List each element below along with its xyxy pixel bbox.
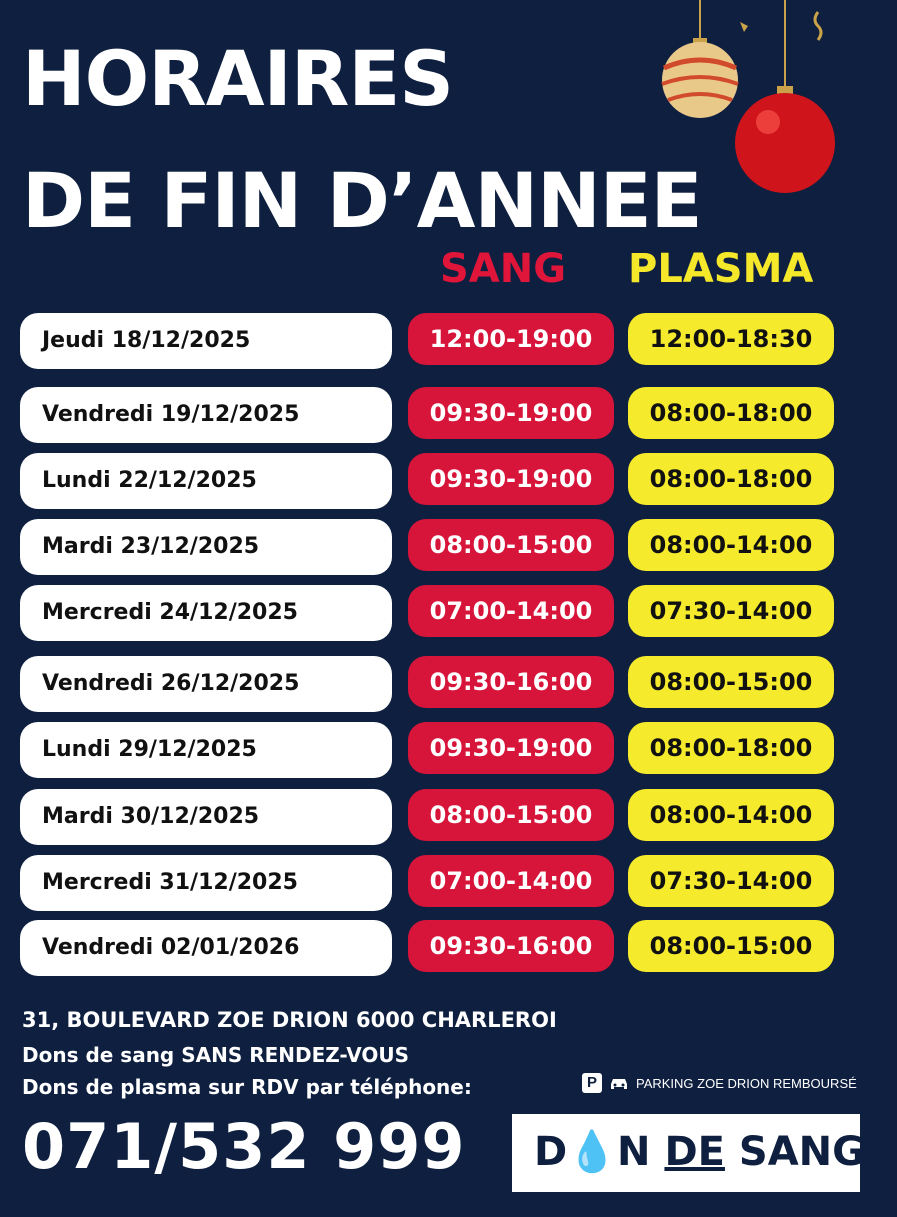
schedule-row xyxy=(0,453,860,509)
schedule-day: Vendredi 26/12/2025 xyxy=(20,656,392,712)
plasma-donation-info: Dons de plasma sur RDV par téléphone: xyxy=(22,1075,472,1099)
schedule-row xyxy=(0,789,860,845)
schedule-row xyxy=(0,313,860,369)
plasma-hours: 08:00-15:00 xyxy=(628,920,834,972)
logo-part-4: SANG xyxy=(738,1129,865,1175)
dondesang-logo[interactable] xyxy=(512,1114,897,1192)
schedule-day: Vendredi 02/01/2026 xyxy=(20,920,392,976)
schedule-day: Mardi 30/12/2025 xyxy=(20,789,392,845)
parking-notice xyxy=(582,1073,857,1093)
column-header-sang: SANG xyxy=(440,246,567,292)
parking-text: PARKING ZOE DRION REMBOURSÉ xyxy=(636,1075,857,1091)
plasma-hours: 08:00-18:00 xyxy=(628,453,834,505)
title-line-2: DE FIN D’ANNEE xyxy=(22,156,702,245)
logo-wordmark xyxy=(534,1128,897,1175)
blood-drop-icon: 💧 xyxy=(567,1129,618,1175)
sang-hours: 09:30-19:00 xyxy=(408,722,614,774)
plasma-hours: 08:00-14:00 xyxy=(628,789,834,841)
sang-hours: 08:00-15:00 xyxy=(408,789,614,841)
sang-hours: 09:30-16:00 xyxy=(408,656,614,708)
plasma-hours: 08:00-18:00 xyxy=(628,722,834,774)
blood-donation-info: Dons de sang SANS RENDEZ-VOUS xyxy=(22,1043,410,1067)
page-title xyxy=(22,18,702,262)
sang-hours: 07:00-14:00 xyxy=(408,585,614,637)
phone-number[interactable]: 071/532 999 xyxy=(22,1110,466,1183)
sang-hours: 09:30-19:00 xyxy=(408,453,614,505)
schedule-row xyxy=(0,920,860,976)
schedule-day: Vendredi 19/12/2025 xyxy=(20,387,392,443)
sang-hours: 12:00-19:00 xyxy=(408,313,614,365)
car-icon xyxy=(608,1075,630,1091)
schedule-day: Mercredi 31/12/2025 xyxy=(20,855,392,911)
schedule-row xyxy=(0,722,860,778)
plasma-hours: 12:00-18:30 xyxy=(628,313,834,365)
sang-hours: 07:00-14:00 xyxy=(408,855,614,907)
schedule-row xyxy=(0,656,860,712)
schedule-day: Mercredi 24/12/2025 xyxy=(20,585,392,641)
parking-icon: P xyxy=(582,1073,602,1093)
sang-hours: 08:00-15:00 xyxy=(408,519,614,571)
schedule-row xyxy=(0,387,860,443)
sang-hours: 09:30-19:00 xyxy=(408,387,614,439)
logo-part-1: D xyxy=(534,1129,568,1175)
plasma-hours: 08:00-18:00 xyxy=(628,387,834,439)
title-line-1: HORAIRES xyxy=(22,34,454,123)
logo-part-3: DE xyxy=(664,1129,725,1175)
logo-part-2: N xyxy=(617,1129,651,1175)
sang-hours: 09:30-16:00 xyxy=(408,920,614,972)
plasma-hours: 08:00-14:00 xyxy=(628,519,834,571)
schedule-row xyxy=(0,855,860,911)
schedule-row xyxy=(0,519,860,575)
plasma-hours: 07:30-14:00 xyxy=(628,585,834,637)
logo-suffix: .be xyxy=(864,1149,897,1170)
column-header-plasma: PLASMA xyxy=(628,246,814,292)
schedule-day: Lundi 22/12/2025 xyxy=(20,453,392,509)
plasma-hours: 08:00-15:00 xyxy=(628,656,834,708)
schedule-day: Jeudi 18/12/2025 xyxy=(20,313,392,369)
plasma-hours: 07:30-14:00 xyxy=(628,855,834,907)
address: 31, BOULEVARD ZOE DRION 6000 CHARLEROI xyxy=(22,1008,557,1032)
schedule-day: Lundi 29/12/2025 xyxy=(20,722,392,778)
schedule-day: Mardi 23/12/2025 xyxy=(20,519,392,575)
schedule-row xyxy=(0,585,860,641)
